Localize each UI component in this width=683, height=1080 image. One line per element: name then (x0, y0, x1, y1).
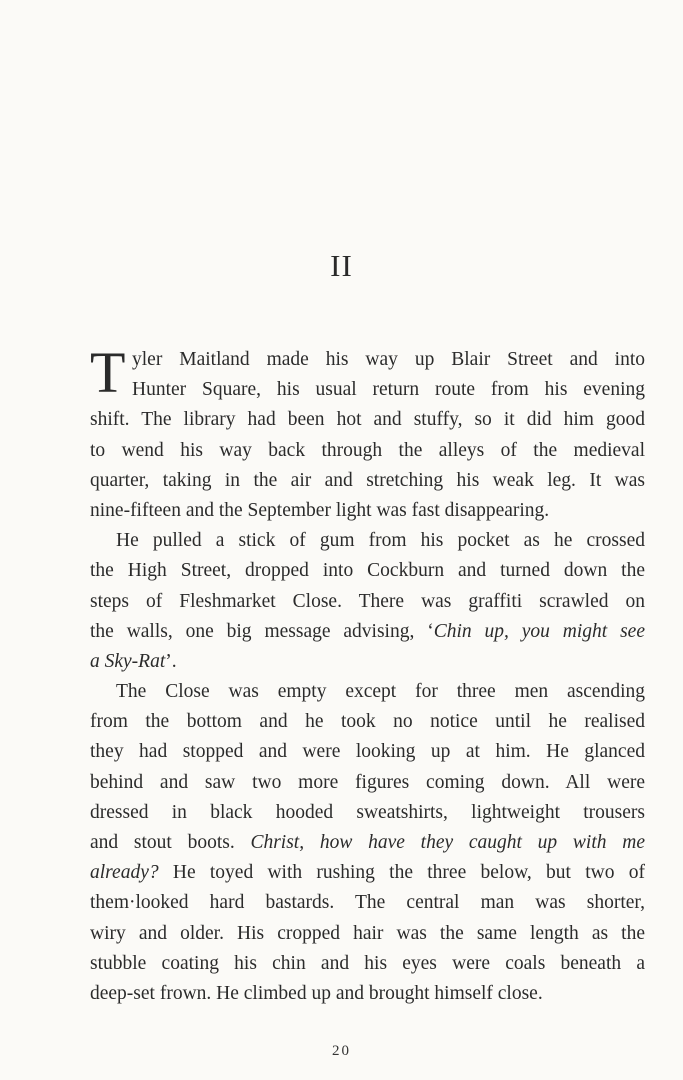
italic-run: already? (90, 862, 159, 884)
text-line (90, 858, 645, 888)
text-line: steps of Fleshmarket Close. There was graffiti scrawled on (90, 590, 645, 612)
paragraph-3 (90, 677, 645, 1009)
text-line: The Close was empty except for three men ascending (116, 681, 645, 703)
text-line: they had stopped and were looking up at him. He glanced (90, 741, 645, 763)
text-line: to wend his way back through the alleys of the medieval (90, 439, 645, 461)
text-line: quarter, taking in the air and stretching his weak leg. It was (90, 469, 645, 491)
italic-run: a Sky-Rat (90, 650, 166, 672)
body-text (90, 340, 645, 1009)
text-line (90, 647, 645, 677)
page-number: 20 (332, 1043, 351, 1059)
text-line (90, 828, 645, 858)
text-line: He pulled a stick of gum from his pocket as he crossed (116, 530, 645, 552)
text-line: deep-set frown. He climbed up and brought himself close. (90, 982, 543, 1004)
drop-cap: T (90, 340, 126, 405)
text-line: them·looked hard bastards. The central man was shorter, (90, 892, 645, 914)
text-line: behind and saw two more figures coming down. All were (90, 771, 645, 793)
text-run: ’. (165, 650, 177, 672)
paragraph-1 (90, 340, 645, 526)
text-line: the High Street, dropped into Cockburn and turned down the (90, 560, 645, 582)
text-line: shift. The library had been hot and stuffy, so it did him good (90, 409, 645, 431)
text-line (90, 617, 645, 647)
text-line: nine-fifteen and the September light was fast disappearing. (90, 499, 550, 521)
text-run: the walls, one big message advising, ‘ (90, 620, 434, 642)
text-run: He toyed with rushing the three below, but two of (158, 862, 645, 884)
text-line: yler Maitland made his way up Blair Street and into (132, 349, 645, 370)
paragraph-2 (90, 526, 645, 677)
text-line: Hunter Square, his usual return route from his evening (132, 379, 645, 401)
italic-run: Chin up, you might see (433, 620, 645, 642)
text-line: dressed in black hooded sweatshirts, lightweight trousers (90, 801, 645, 823)
text-line: from the bottom and he took no notice until he realised (90, 711, 645, 733)
text-line: wiry and older. His cropped hair was the same length as the (90, 922, 645, 944)
text-run: and stout boots. (90, 832, 251, 853)
italic-run: Christ, how have they caught up with me (250, 832, 645, 853)
text-line: stubble coating his chin and his eyes were coals beneath a (90, 952, 645, 974)
chapter-number: II (330, 248, 353, 283)
